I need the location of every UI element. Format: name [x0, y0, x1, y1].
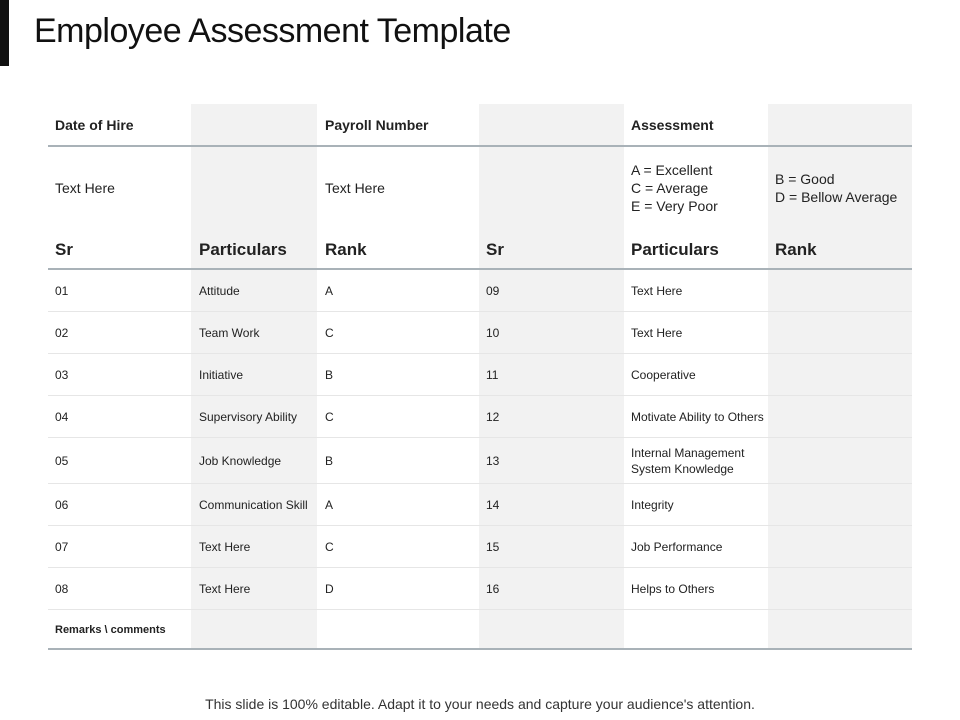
table-bottom-border — [48, 648, 912, 650]
column-header-particulars: Particulars — [199, 240, 287, 259]
particulars-cell: Cooperative — [631, 368, 696, 382]
particulars-cell: Initiative — [199, 368, 244, 382]
rank-cell[interactable] — [775, 568, 912, 610]
rank-cell[interactable] — [775, 484, 912, 526]
sr-cell: 04 — [55, 410, 69, 424]
particulars-cell: Internal Management System Knowledge — [631, 446, 745, 476]
rank-cell[interactable] — [775, 270, 912, 312]
rank-cell[interactable]: D — [325, 582, 334, 596]
sr-cell: 02 — [55, 326, 69, 340]
particulars-cell: Text Here — [199, 582, 251, 596]
column-header-sr: Sr — [55, 240, 73, 259]
payroll-number-value[interactable]: Text Here — [325, 180, 385, 196]
rank-cell[interactable] — [775, 354, 912, 396]
rank-cell[interactable]: C — [325, 540, 334, 554]
rank-cell[interactable]: C — [325, 326, 334, 340]
sr-cell: 01 — [55, 284, 69, 298]
assessment-label: Assessment — [631, 117, 714, 133]
legend-entry: E = Very Poor — [631, 198, 718, 214]
sr-cell: 16 — [486, 582, 500, 596]
legend-entry: B = Good — [775, 171, 835, 187]
payroll-number-label: Payroll Number — [325, 117, 429, 133]
rank-cell[interactable]: C — [325, 410, 334, 424]
sr-cell: 08 — [55, 582, 69, 596]
rank-cell[interactable]: A — [325, 284, 334, 298]
footer-note: This slide is 100% editable. Adapt it to your needs and capture your audience's attention. — [205, 696, 755, 712]
particulars-cell: Team Work — [199, 326, 260, 340]
particulars-cell: Helps to Others — [631, 582, 715, 596]
sr-cell: 14 — [486, 498, 500, 512]
assessment-legend-left — [631, 148, 766, 228]
sr-cell: 15 — [486, 540, 500, 554]
rank-cell[interactable] — [775, 396, 912, 438]
assessment-legend-right — [775, 148, 912, 228]
column-header-sr: Sr — [486, 240, 504, 259]
column-header-particulars: Particulars — [631, 240, 719, 259]
legend-entry: C = Average — [631, 180, 709, 196]
particulars-cell: Job Knowledge — [199, 454, 282, 468]
particulars-cell: Communication Skill — [199, 498, 308, 512]
particulars-cell: Text Here — [631, 284, 683, 298]
sr-cell: 09 — [486, 284, 500, 298]
date-of-hire-label: Date of Hire — [55, 117, 134, 133]
rank-cell[interactable]: A — [325, 498, 334, 512]
column-header-rank: Rank — [325, 240, 367, 259]
particulars-cell: Text Here — [199, 540, 251, 554]
particulars-cell: Supervisory Ability — [199, 410, 298, 424]
particulars-cell: Attitude — [199, 284, 240, 298]
legend-entry: D = Bellow Average — [775, 189, 898, 205]
rank-cell[interactable] — [775, 312, 912, 354]
sr-cell: 05 — [55, 454, 69, 468]
remarks-label: Remarks \ comments — [55, 624, 166, 636]
legend-entry: A = Excellent — [631, 162, 713, 178]
sr-cell: 06 — [55, 498, 69, 512]
sr-cell: 12 — [486, 410, 500, 424]
rank-cell[interactable]: B — [325, 454, 334, 468]
sr-cell: 13 — [486, 454, 500, 468]
page-title: Employee Assessment Template — [34, 12, 511, 50]
title-accent-bar — [0, 0, 9, 66]
date-of-hire-value[interactable]: Text Here — [55, 180, 115, 196]
header-divider — [48, 145, 912, 147]
sr-cell: 03 — [55, 368, 69, 382]
rank-cell[interactable]: B — [325, 368, 334, 382]
particulars-cell: Integrity — [631, 498, 674, 512]
particulars-cell: Job Performance — [631, 540, 723, 554]
rank-cell[interactable] — [775, 526, 912, 568]
assessment-table — [48, 104, 912, 650]
rank-cell[interactable] — [775, 438, 912, 484]
sr-cell: 10 — [486, 326, 500, 340]
sr-cell: 11 — [486, 368, 499, 382]
sr-cell: 07 — [55, 540, 69, 554]
column-header-rank: Rank — [775, 240, 817, 259]
particulars-cell: Text Here — [631, 326, 683, 340]
particulars-cell: Motivate Ability to Others — [631, 410, 764, 424]
